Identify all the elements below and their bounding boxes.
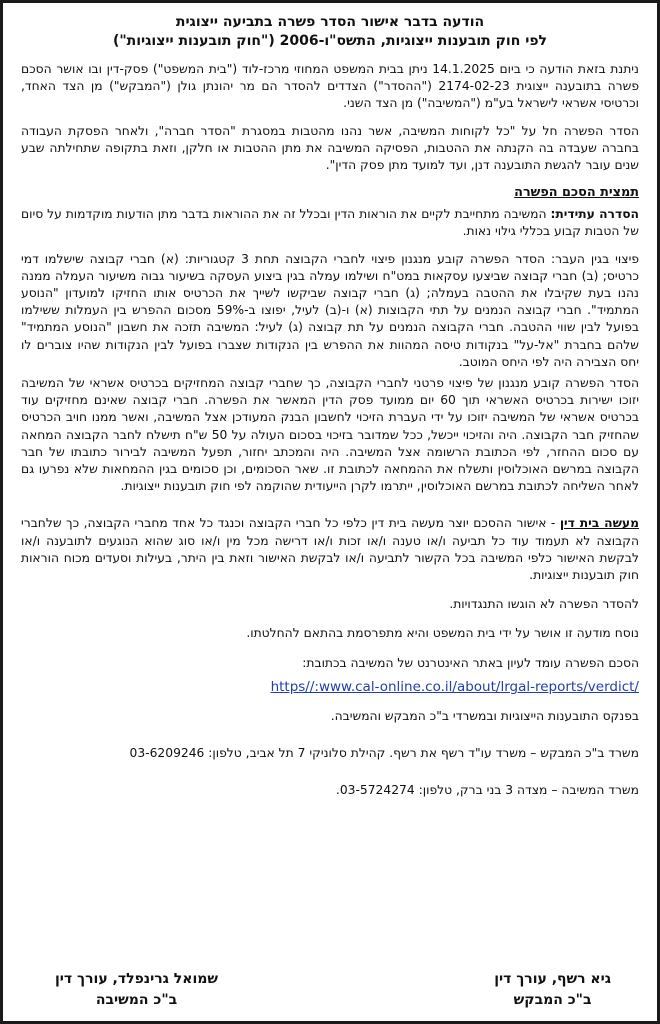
title-line-1: הודעה בדבר אישור הסדר פשרה בתביעה ייצוגית <box>175 14 485 30</box>
res-judicata-text: - אישור ההסכם יוצר מעשה בית דין כלפי כל חברי הקבוצה וכנגד כל אחד מחברי הקבוצה, כך שלחברי הקבוצה לא תעמוד עוד כל תביעה ו/או טענה ו/או זכות ו/או דרישה מכל מין ו/או סוג שהוא הנוגעים לתובענה ו/או לבקשת האישור כלפי המשיבה בכל הקשור לתביעה ו/או לבקשת האישור וזאת בין היתר, בעילות וסעדים מכוח הוראות חוק תובענות ייצוגיות. <box>21 516 639 583</box>
settlement-url-link[interactable]: https//:www.cal-online.co.il/about/lrgal-reports/verdict/ <box>270 678 639 695</box>
res-judicata-paragraph <box>21 515 639 584</box>
notice-title <box>21 13 639 51</box>
res-judicata-lead: מעשה בית דין <box>559 516 639 531</box>
applicant-signature <box>494 969 611 1011</box>
registry-line: בפנקס התובענות הייצוגיות ובמשרדי ב"כ המבקש והמשיבה. <box>330 708 639 723</box>
summary-heading: תמצית הסכם הפשרה <box>514 185 639 201</box>
compensation-mechanism-paragraph: הסדר הפשרה קובע מנגנון של פיצוי פרטני לחברי הקבוצה, כך שחברי קבוצה המחזיקים בכרטיס אשראי של המשיבה יזוכו ישירות בכרטיס האשראי תוך 60 יום ממועד פסק הדין המאשר את הפשרה. חברי קבוצה שאינם מחזיקים עוד בכרטיס אשראי של המשיבה יזוכו על ידי העברת הזיכוי לחשבון הבנק המעודכן אצל המשיבה, ואשר ממנו חויב הכרטיס שהחזיק חבר הקבוצה. היה והזיכוי ייכשל, ככל שמדובר בזיכוי בסכום העולה על 50 ש"ח תישלח לחבר הקבוצה המחאה עם סכום ההחזר, לפי הכתובת הרשומה אצל המשיבה. היה והמכתב יחזור, תפעל המשיבה לבירור כתובתו של חבר הקבוצה במרשם האוכלוסין ותשלח את ההמחאה לכתובת זו. שאר הסכומים, וכן סכומים בגין ההמחאות שלא נפרעו גם לאחר השליחה לכתובת במרשם האוכלוסין, ייתרמו לקרן הייעודית שהוקמה לפי חוק תובענות ייצוגיות. <box>21 376 639 494</box>
past-compensation-paragraph: פיצוי בגין העבר: הסדר הפשרה קובע מנגנון פיצוי לחברי הקבוצה תחת 3 קטגוריות: (א) חברי קבוצה שישלמו דמי כרטיס; (ב) חברי קבוצה שביצעו עסקאות במט"ח ושילמו עמלה בגין ביצוע העסקה בשיעור גבוה משיעור העמלה ממנה נהנו בעת שקיבלו את ההטבה בעמלה; (ג) חברי קבוצה שביקשו לשייך את הכרטיס אותו החזיקו למועדון "הנוסע המתמיד". חברי קבוצה הנמנים על תתי הקבוצות (א) ו-(ב) לעיל, יפוצו ב-59% מסכום ההפרש בין העמלות ששילמו בפועל לבין שווי ההטבה. חברי הקבוצה הנמנים על תת קבוצה (ג) לעיל: המשיבה תזכה את חשבון "הנוסע המתמיד" שלהם בחברת "אל-על" בנקודות טיסה המהוות את ההפרש בין הנקודות שצברו בפועל לבין הנקודות שהיו צוברים לו יחס הצבירה היה לפי היחס המוטב. <box>21 251 639 369</box>
respondent-office-line: משרד המשיבה – מצדה 3 בני ברק, טלפון: 03-5724274. <box>335 783 639 798</box>
scope-paragraph: הסדר הפשרה חל על "כל לקוחות המשיבה, אשר נהנו מהטבות במסגרת "הסדר חברה", ולאחר הפסקת העבודה בחברה שעבדה בה הקנתה את ההטבות, הפסיקה המשיבה את מתן ההטבות או חלקן, וזאת בתקופה שתחילתה שבע שנים עובר להגשת התובענה דנן, ועד למועד מתן פסק הדין". <box>21 123 639 173</box>
settlement-url-line <box>21 678 639 696</box>
respondent-signature <box>55 969 218 1011</box>
future-arrangement-lead: הסדרה עתידית: <box>550 207 639 222</box>
approval-line: נוסח מודעה זו אושר על ידי בית המשפט והיא מתפרסמת בהתאם להחלטתו. <box>246 626 639 641</box>
title-line-2: לפי חוק תובענות ייצוגיות, התשס"ו-2006 ("חוק תובענות ייצוגיות") <box>112 33 548 49</box>
applicant-counsel-role: ב"כ המבקש <box>513 992 592 1008</box>
applicant-counsel-name: גיא רשף, עורך דין <box>494 971 611 987</box>
future-arrangement-paragraph <box>21 206 639 240</box>
respondent-counsel-role: ב"כ המשיבה <box>95 992 178 1008</box>
respondent-counsel-name: שמואל גרינפלד, עורך דין <box>55 971 219 987</box>
applicant-office-line: משרד ב"כ המבקש – משרד עו"ד רשף את רשף. קהילת סלוניקי 7 תל אביב, טלפון: 03-6209246 <box>129 746 639 761</box>
intro-paragraph: ניתנת בזאת הודעה כי ביום 14.1.2025 ניתן בבית המשפט המחוזי מרכז-לוד ("בית המשפט") פסק-דין ובו אושר הסכם פשרה בתובענה ייצוגית 2174-02-23 ("ההסדר") הצדדים להסדר הם מר יהונתן גולן ("המבקש") מן הצד האחד, וכרטיסי אשראי לישראל בע"מ ("המשיבה") מן הצד השני. <box>21 62 640 111</box>
no-objections-line: להסדר הפשרה לא הוגשו התנגדויות. <box>449 597 639 612</box>
future-arrangement-text: המשיבה מתחייבת לקיים את הוראות הדין ובכלל זה את ההוראות בדבר מתן הודעות מוקדמות על סיום של הטבות קבוע בכללי גילוי נאות. <box>20 207 639 239</box>
website-intro-line: הסכם הפשרה עומד לעיון באתר האינטרנט של המשיבה בכתובת: <box>302 655 639 670</box>
signature-block <box>21 969 639 1011</box>
